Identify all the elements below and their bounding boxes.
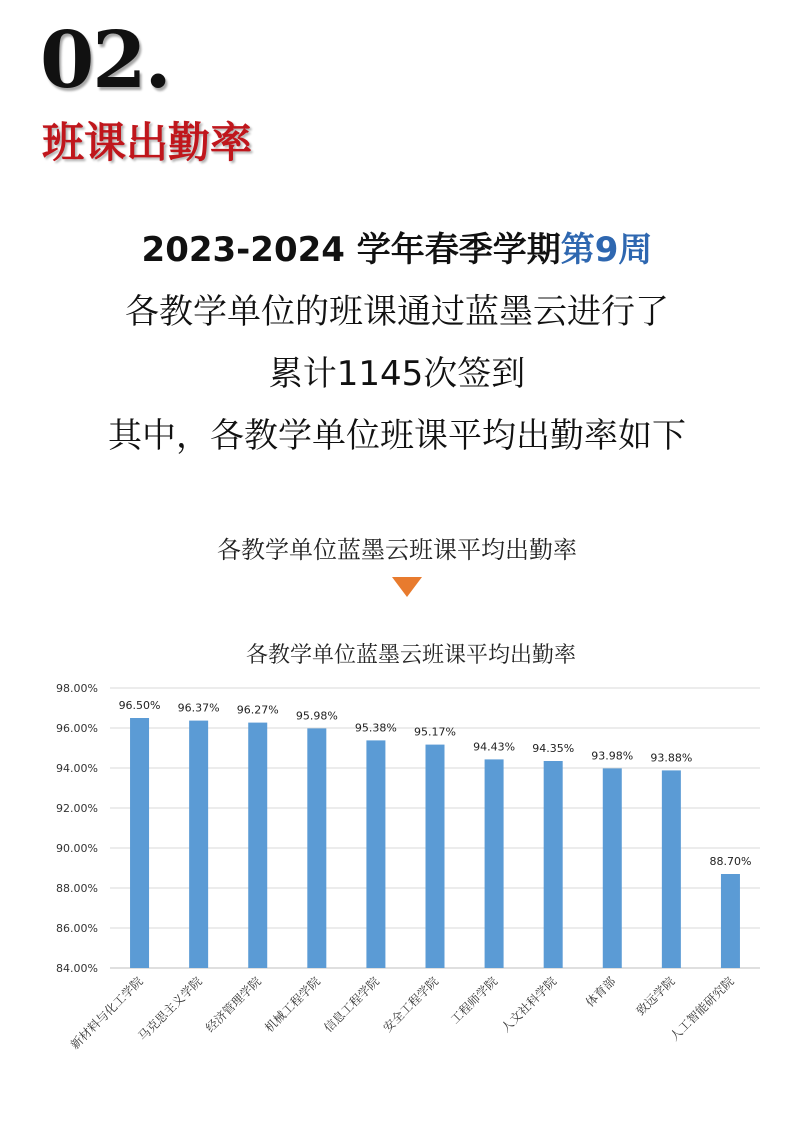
y-tick-label: 96.00%	[56, 722, 98, 735]
bar	[603, 768, 622, 968]
x-tick-label: 经济管理学院	[203, 974, 264, 1036]
x-tick-label: 马克思主义学院	[135, 974, 205, 1044]
data-label: 96.37%	[177, 701, 220, 715]
data-label: 93.88%	[650, 751, 693, 765]
x-axis	[67, 974, 736, 1052]
summary-line-1	[0, 230, 794, 271]
y-axis	[56, 682, 98, 975]
section-number: 02.	[40, 15, 170, 106]
data-label: 96.27%	[236, 703, 279, 717]
bar	[366, 740, 385, 968]
x-tick-label: 体育部	[583, 974, 619, 1010]
bar	[189, 721, 208, 968]
bar	[721, 874, 740, 968]
y-tick-label: 86.00%	[56, 922, 98, 935]
data-label: 94.43%	[473, 740, 516, 754]
x-tick-label: 致远学院	[633, 974, 678, 1019]
x-tick-label: 机械工程学院	[262, 974, 323, 1036]
y-tick-label: 84.00%	[56, 962, 98, 975]
bar	[307, 728, 326, 968]
summary-term: 2023-2024 学年春季学期	[141, 230, 561, 270]
summary-week: 第9周	[560, 230, 653, 270]
chart-title: 各教学单位蓝墨云班课平均出勤率	[245, 643, 577, 668]
data-label: 93.98%	[591, 749, 634, 763]
y-tick-label: 94.00%	[56, 762, 98, 775]
summary-line-2: 各教学单位的班课通过蓝墨云进行了	[125, 292, 669, 332]
section-title: 班课出勤率	[42, 118, 253, 167]
bar	[662, 770, 681, 968]
x-tick-label: 人工智能研究院	[667, 974, 737, 1044]
bar	[130, 718, 149, 968]
data-label: 95.17%	[414, 725, 456, 739]
y-tick-label: 98.00%	[56, 682, 98, 695]
data-label: 94.35%	[532, 742, 575, 755]
bar	[544, 761, 563, 968]
y-tick-label: 88.00%	[56, 882, 98, 895]
bars	[130, 718, 740, 968]
data-label: 88.70%	[709, 855, 752, 868]
bar	[426, 745, 445, 968]
summary-line-3: 累计1145次签到	[268, 354, 526, 394]
x-tick-label: 人文社科学院	[498, 974, 560, 1036]
chart-caption: 各教学单位蓝墨云班课平均出勤率	[217, 536, 577, 564]
y-tick-label: 92.00%	[56, 802, 98, 815]
bar	[485, 759, 504, 968]
data-label: 95.38%	[354, 721, 397, 735]
x-tick-label: 安全工程学院	[380, 974, 442, 1036]
summary-line-4: 其中，各教学单位班课平均出勤率如下	[108, 416, 686, 456]
x-tick-label: 新材料与化工学院	[67, 974, 146, 1053]
data-label: 95.98%	[295, 709, 338, 723]
x-tick-label: 信息工程学院	[321, 974, 383, 1036]
data-label: 96.50%	[118, 699, 161, 712]
attendance-bar-chart	[0, 630, 794, 1090]
arrow-down-icon	[392, 577, 422, 597]
bar	[248, 723, 267, 968]
x-tick-label: 工程师学院	[447, 974, 501, 1027]
y-tick-label: 90.00%	[56, 842, 98, 855]
